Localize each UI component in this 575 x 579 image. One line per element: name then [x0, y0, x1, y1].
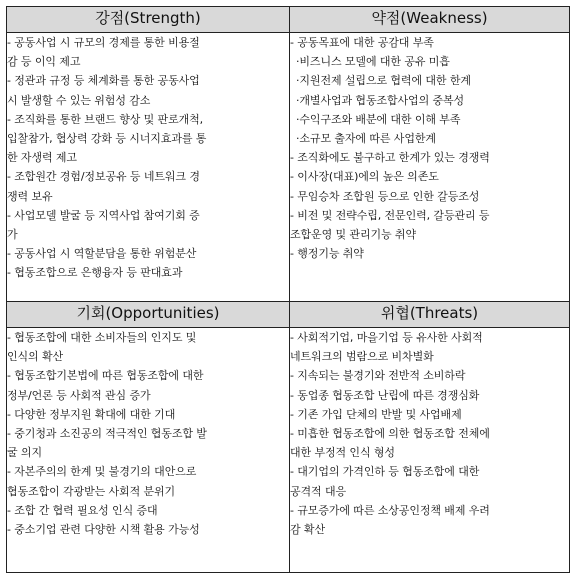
opportunities-line: - 중소기업 관련 다양한 시책 활용 가능성 — [7, 523, 200, 537]
threats-line: 공격적 대응 — [290, 484, 347, 498]
strength-line: 쟁력 보유 — [7, 189, 53, 203]
weakness-subline: ·개별사업과 협동조합사업의 중복성 — [296, 93, 465, 107]
weakness-subline: ·수익구조와 배분에 대한 이해 부족 — [296, 112, 461, 126]
threats-cell — [290, 328, 570, 573]
threats-line: - 동업종 협동조합 난립에 따른 경쟁심화 — [290, 388, 480, 402]
weakness-line: - 조직화에도 불구하고 한계가 있는 경쟁력 — [290, 151, 490, 165]
opportunities-header — [7, 302, 290, 328]
strength-line: 가 — [7, 228, 18, 242]
opportunities-line: 인식의 확산 — [7, 350, 64, 364]
strength-line: 감 등 이익 제고 — [7, 55, 81, 69]
threats-title: 위협(Threats) — [380, 304, 479, 322]
opportunities-title: 기회(Opportunities) — [76, 304, 220, 322]
opportunities-line: - 중기청과 소진공의 적극적인 협동조합 발 — [7, 427, 207, 441]
threats-line: 감 확산 — [290, 523, 325, 537]
opportunities-line: 정부/언론 등 사회적 관심 증가 — [7, 388, 151, 402]
strength-line: 입찰참가, 협상력 강화 등 시너지효과를 통 — [7, 132, 207, 146]
weakness-line: - 무임승차 조합원 등으로 인한 갈등조성 — [290, 189, 480, 203]
weakness-cell — [290, 33, 570, 302]
weakness-line: - 행정기능 취약 — [290, 247, 364, 261]
opportunities-line: - 협동조합기본법에 따른 협동조합에 대한 — [7, 369, 204, 383]
opportunities-line: - 자본주의의 한계 및 불경기의 대안으로 — [7, 465, 197, 479]
weakness-line: - 비전 및 전략수립, 전문인력, 갈등관리 등 — [290, 208, 490, 222]
opportunities-line: 협동조합이 각광받는 사회적 분위기 — [7, 484, 176, 498]
weakness-subline: ·소규모 출자에 따른 사업한계 — [296, 132, 436, 146]
weakness-line: - 이사장(대표)에의 높은 의존도 — [290, 170, 439, 184]
strength-cell — [7, 33, 290, 302]
weakness-header — [290, 7, 570, 33]
strength-line: 한 자생력 제고 — [7, 151, 77, 165]
strength-line: - 조합원간 경험/정보공유 등 네트워크 경 — [7, 170, 200, 184]
weakness-subline: ·비즈니스 모델에 대한 공유 미흡 — [296, 55, 450, 69]
strength-line: - 공동사업 시 역할분담을 통한 위험분산 — [7, 247, 197, 261]
threats-line: 네트워크의 범람으로 비차별화 — [290, 350, 434, 364]
strength-line: - 공동사업 시 규모의 경제를 통한 비용절 — [7, 36, 200, 49]
strength-header — [7, 7, 290, 33]
weakness-subline: ·지원전제 설립으로 협력에 대한 한계 — [296, 74, 471, 88]
opportunities-line: - 협동조합에 대한 소비자들의 인지도 및 — [7, 331, 197, 344]
threats-line: 대한 부정적 인식 형성 — [290, 446, 395, 460]
opportunities-line: 굴 의지 — [7, 446, 42, 460]
weakness-line: - 공동목표에 대한 공감대 부족 — [290, 36, 434, 49]
strength-line: - 협동조합으로 은행융자 등 판대효과 — [7, 266, 183, 280]
threats-line: - 사회적기업, 마을기업 등 유사한 사회적 — [290, 331, 483, 344]
threats-line: - 미흡한 협동조합에 의한 협동조합 전체에 — [290, 427, 490, 441]
weakness-title: 약점(Weakness) — [371, 9, 488, 27]
strength-title: 강점(Strength) — [95, 9, 201, 27]
strength-line: - 정관과 규정 등 체계화를 통한 공동사업 — [7, 74, 200, 88]
threats-header — [290, 302, 570, 328]
threats-line: - 대기업의 가격인하 등 협동조합에 대한 — [290, 465, 480, 479]
weakness-line: 조합운영 및 관리기능 취약 — [290, 228, 416, 242]
swot-table — [6, 6, 570, 573]
threats-line: - 기존 가입 단체의 반발 및 사업배제 — [290, 407, 462, 421]
opportunities-line: - 조합 간 협력 필요성 인식 증대 — [7, 503, 158, 517]
threats-line: - 지속되는 불경기와 전반적 소비하락 — [290, 369, 466, 383]
strength-line: - 사업모델 발굴 등 지역사업 참여기회 증 — [7, 208, 200, 222]
threats-line: - 규모증가에 따른 소상공인정책 배제 우려 — [290, 503, 490, 517]
opportunities-cell — [7, 328, 290, 573]
strength-line: - 조직화를 통한 브랜드 향상 및 판로개척, — [7, 112, 204, 126]
opportunities-line: - 다양한 정부지원 확대에 대한 기대 — [7, 407, 176, 421]
strength-line: 시 발생할 수 있는 위험성 감소 — [7, 93, 151, 107]
